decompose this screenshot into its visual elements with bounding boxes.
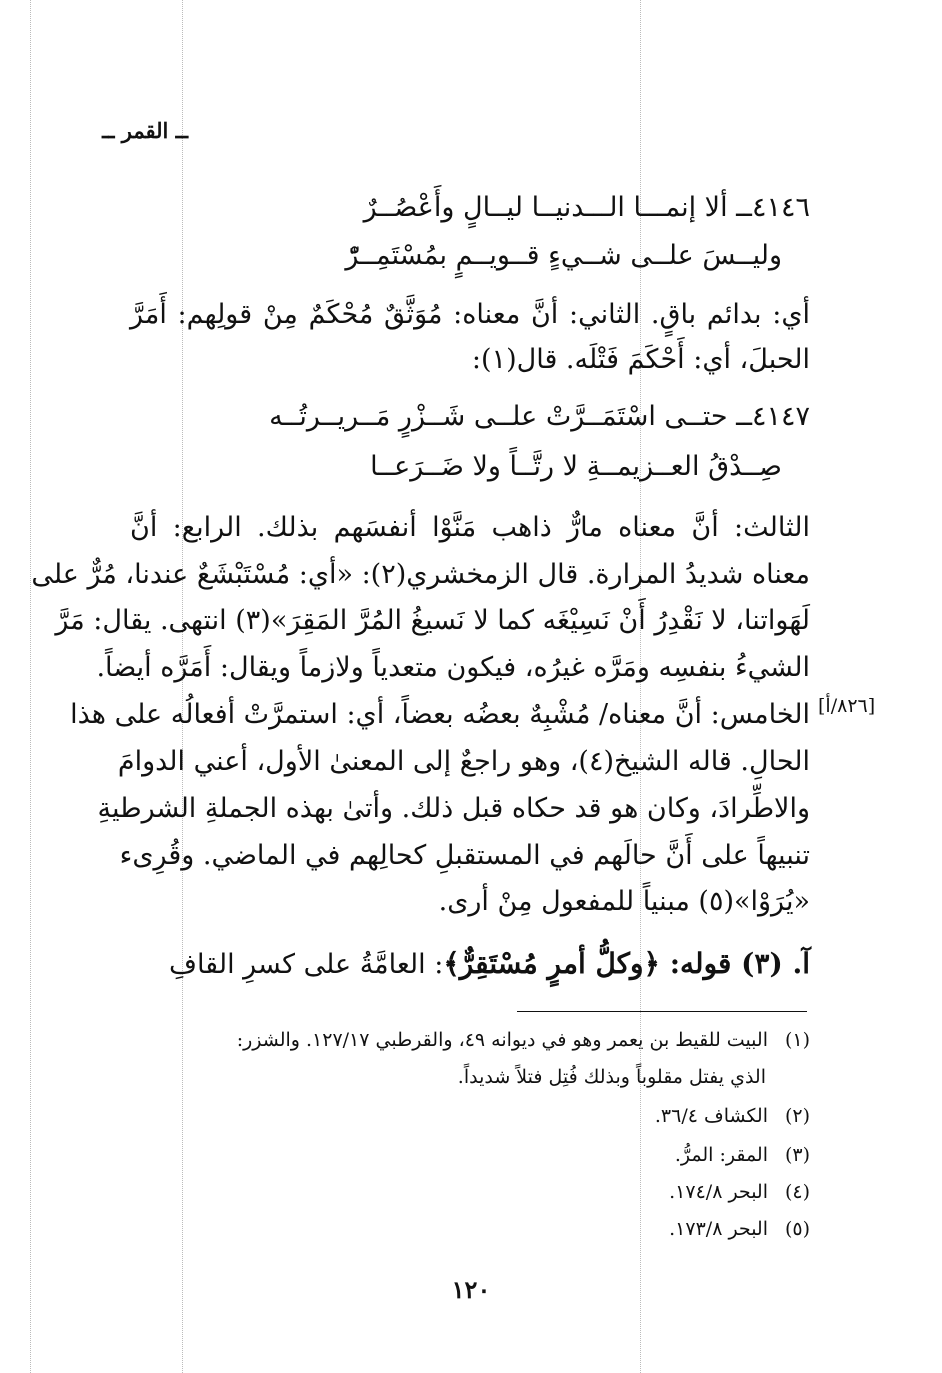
scan-artifact-line (30, 0, 31, 1373)
verse-line: ٤١٤٦ــ ألا إنمـــا الـــدنيــا ليــالٍ وأَعْصُــرٌ (363, 192, 810, 223)
footnote-number: (٣) (784, 1144, 810, 1166)
footnote-number: (٥) (784, 1218, 810, 1240)
paragraph-line: «يُرَوْا»(٥) مبنياً للمفعول مِنْ أرى. (438, 886, 810, 917)
paragraph-line: تنبيهاً على أَنَّ حالَهم في المستقبلِ كحالِهم في الماضي. وقُرِىء (119, 840, 810, 871)
paragraph-line: أي: بدائم باقٍ. الثاني: أنَّ معناه: مُوَثَّقٌ مُحْكَمٌ مِنْ قولِهم: أَمَرَّ (130, 299, 810, 330)
verse-line: صِــدْقُ العــزيمــةِ لا رتَّــاً ولا ضَــرَعــا (370, 451, 782, 482)
footnote-text: البيت للقيط بن يعمر وهو في ديوانه ٤٩، والقرطبي ١٢٧/١٧. والشزر: (236, 1029, 768, 1051)
footnote (120, 1215, 810, 1243)
footnote-text: المقر: المرُّ. (674, 1144, 768, 1166)
paragraph-line: الحبلَ، أي: أَحْكَمَ فَتْلَه. قال(١): (471, 344, 810, 375)
footnote (120, 1178, 810, 1206)
footnote (120, 1102, 810, 1130)
footnote (120, 1026, 810, 1054)
footnote-text: الكشاف ٣٦/٤. (654, 1105, 768, 1127)
paragraph-line: لَهَواتنا، لا نَقْدِرُ أَنْ نَسِيْغَه كما لا نَسيغُ المُرَّ المَقِرَ»(٣) انتهى. يقال: مَرَّ (55, 605, 810, 636)
footnote-text: البحر ١٧٤/٨. (669, 1181, 768, 1203)
section-heading-line (130, 944, 810, 985)
verse-line: ٤١٤٧ــ حتــى اسْتَمَــرَّتْ علــى شَــزْرٍ مَــريــرتُــه (269, 401, 810, 432)
paragraph-line: الحالِ. قاله الشيخ(٤)، وهو راجعٌ إلى المعنىٰ الأول، أعني الدوامَ (117, 746, 810, 777)
footnote-separator (517, 1011, 807, 1012)
page-number: ١٢٠ (451, 1275, 491, 1304)
footnote-text: البحر ١٧٣/٨. (669, 1218, 768, 1240)
paragraph-line: الخامس: أنَّ معناه/ مُشْبِهٌ بعضُه بعضاً، أي: استمرَّتْ أفعالُه على هذا (70, 699, 810, 730)
verse-heading: آ. (٣) قوله: ﴿وكلُّ أمرٍ مُسْتَقِرٌّ﴾ (443, 947, 810, 980)
paragraph-line: والاطِّرادَ، وكان هو قد حكاه قبل ذلك. وأتىٰ بهذه الجملةِ الشرطيةِ (97, 793, 810, 824)
verse-line: وليــسَ علــى شــيءٍ قــويــمٍ بمُسْتَمِــرّْ (345, 240, 782, 271)
running-header: ــ القمر ــ (102, 118, 188, 143)
footnote-number: (٢) (784, 1105, 810, 1127)
footnote-number: (٤) (784, 1181, 810, 1203)
paragraph-line: الثالث: أنَّ معناه مارٌّ ذاهب مَنَّوْا أنفسَهم بذلك. الرابع: أنَّ (130, 512, 810, 543)
footnote (120, 1141, 810, 1169)
footnote-number: (١) (784, 1029, 810, 1051)
paragraph-line: الشيءُ بنفسِه ومَرَّه غيرُه، فيكون متعدياً ولازماً ويقال: أَمَرَّه أيضاً. (96, 652, 810, 683)
heading-rest: : العامَّةُ على كسرِ القافِ (168, 949, 444, 980)
margin-reference: [٨٢٦/أ] (818, 695, 876, 717)
paragraph-line: معناه شديدُ المرارة. قال الزمخشري(٢): «أي: مُسْتَبْشَعٌ عندنا، مُرٌّ على (31, 559, 810, 590)
footnote-continuation: الذي يفتل مقلوباً وبذلك فُتِل فتلاً شديداً. (457, 1066, 766, 1088)
